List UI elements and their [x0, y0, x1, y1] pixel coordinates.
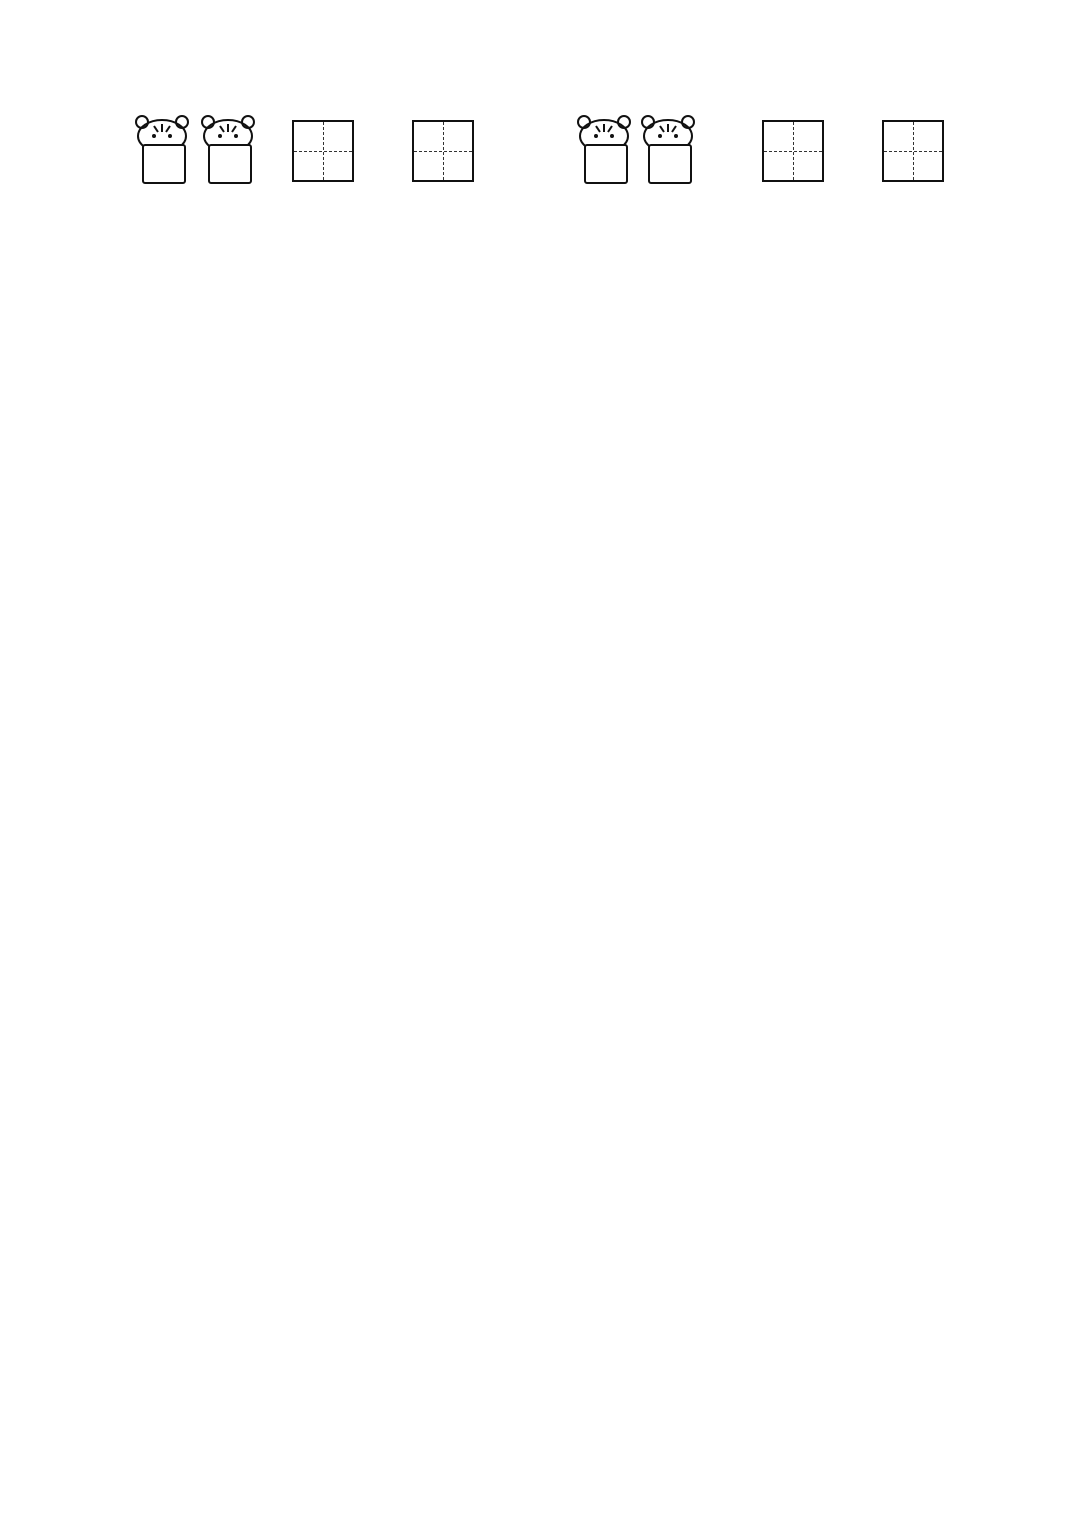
writing-grid-2[interactable]	[412, 120, 474, 182]
tiger-card-left-1	[134, 112, 190, 184]
writing-grid-4[interactable]	[882, 120, 944, 182]
tiger-card-right-2	[640, 112, 696, 184]
tiger-card-left-2	[200, 112, 256, 184]
writing-grid-1[interactable]	[292, 120, 354, 182]
tiger-character	[142, 144, 186, 184]
tiger-character	[584, 144, 628, 184]
writing-grid-3[interactable]	[762, 120, 824, 182]
tiger-card-right-1	[576, 112, 632, 184]
tiger-character	[648, 144, 692, 184]
tiger-character	[208, 144, 252, 184]
